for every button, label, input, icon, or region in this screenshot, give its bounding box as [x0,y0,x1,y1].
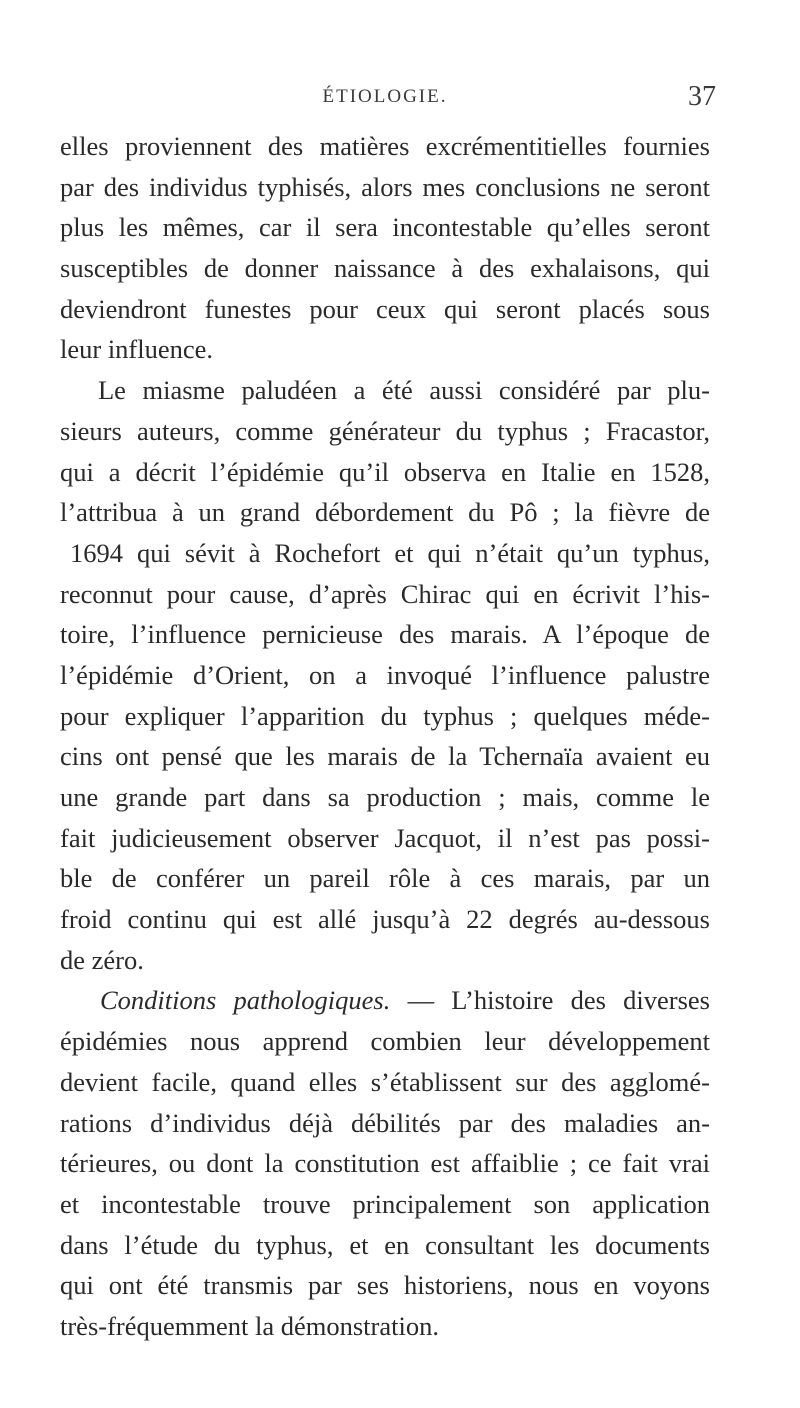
text-line: toire, l’influence pernicieuse des marais. A l’époque de [60,619,710,650]
text-line: très-fréquemment la démonstration. [60,1310,439,1341]
text-line: plus les mêmes, car il sera incontestable qu’elles seront [60,212,710,243]
text-line: épidémies nous apprend combien leur développement [60,1026,710,1057]
text-line: qui ont été transmis par ses historiens, nous en voyons [60,1270,710,1301]
text-line: leur influence. [60,334,214,365]
text-line: par des individus typhisés, alors mes conclusions ne seront [60,171,710,202]
section-heading-line [60,980,710,1021]
text-line: froid continu qui est allé jusqu’à 22 degrés au-dessous [60,904,710,935]
text-line: cins ont pensé que les marais de la Tchernaïa avaient eu [60,741,710,772]
text-line: une grande part dans sa production ; mais, comme le [60,782,710,812]
text-line: dans l’étude du typhus, et en consultant les documents [60,1229,710,1260]
text-line: térieures, ou dont la constitution est affaiblie ; ce fait vrai [60,1148,710,1179]
text-line: l’épidémie d’Orient, on a invoqué l’influence palustre [60,659,710,690]
text-line: susceptibles de donner naissance à des exhalaisons, qui [60,253,710,284]
text-line: 1694 qui sévit à Rochefort et qui n’était qu’un typhus, [70,537,710,568]
paragraph [60,126,710,370]
text-line: rations d’individus déjà débilités par des maladies an- [60,1107,710,1138]
page-number: 37 [688,81,716,112]
text-line: l’attribua à un grand débordement du Pô ; la fièvre de [60,497,710,528]
text-line: Le miasme paludéen a été aussi considéré par plu- [98,375,710,406]
chapter-title: ÉTIOLOGIE. [322,86,448,107]
text-line: reconnut pour cause, d’après Chirac qui en écrivit l’his- [60,578,710,609]
text-line: et incontestable trouve principalement son application [60,1188,710,1219]
text-line: fait judicieusement observer Jacquot, il n’est pas possi- [60,822,710,853]
text-line: ble de conférer un pareil rôle à ces marais, par un [60,863,710,894]
text-line: pour expliquer l’apparition du typhus ; quelques méde- [60,700,710,731]
text-line: deviendront funestes pour ceux qui seront placés sous [60,293,710,324]
section-heading: Conditions pathologiques. [100,985,391,1016]
text-run: — L’histoire des diverses [390,985,710,1016]
text-line: elles proviennent des matières excrémentitielles fournies [60,131,710,161]
text-line: sieurs auteurs, comme générateur du typhus ; Fracastor, [60,415,710,446]
text-line: de zéro. [60,944,144,975]
text-line: devient facile, quand elles s’établissent sur des agglomé- [60,1066,710,1097]
paragraph [60,980,710,1346]
text-line: qui a décrit l’épidémie qu’il observa en Italie en 1528, [60,456,710,487]
body-text [60,126,710,1347]
running-header [60,81,716,120]
paragraph [60,370,710,980]
